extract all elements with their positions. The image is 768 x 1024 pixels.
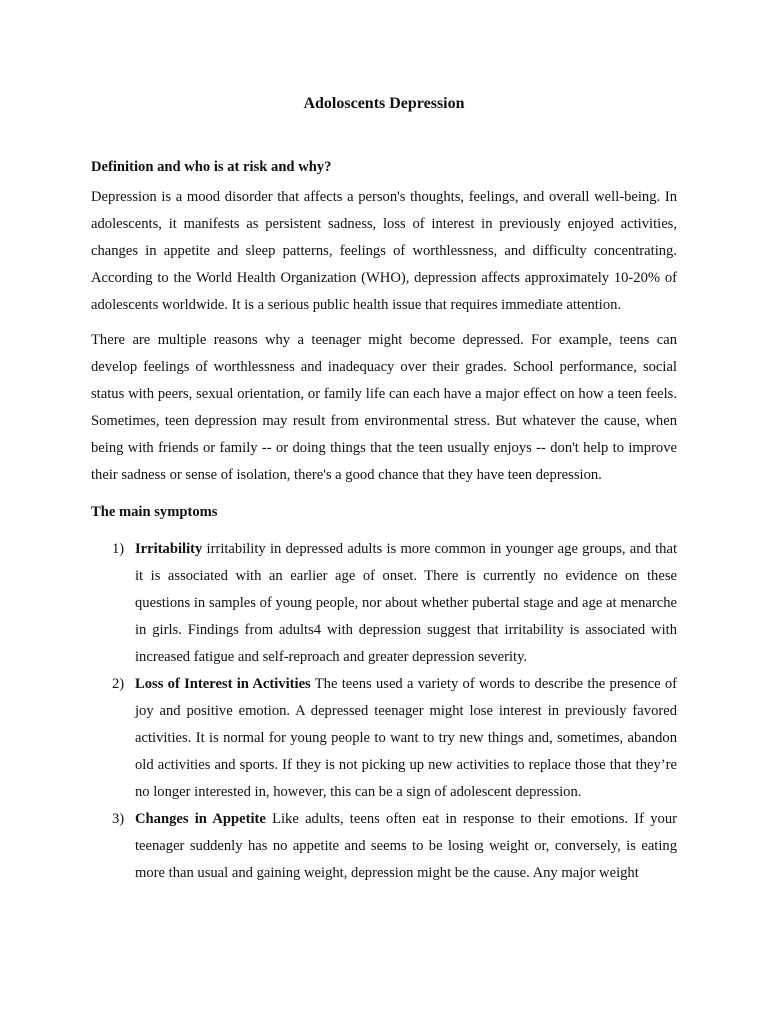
list-item-text: The teens used a variety of words to describe the presence of joy and positive emotion. A depressed teenager might lose interest in previously favored activities. It is normal for young people to want to try new things and, sometimes, abandon old activities and sports. If they is not picking up new activities to replace those that they’re no longer interested in, however, this can be a sign of adolescent depression. [135, 676, 677, 800]
list-item-text: irritability in depressed adults is more common in younger age groups, and that it is associated with an earlier age of onset. There is currently no evidence on these questions in samples of young people, nor about whether pubertal stage and age at menarche in girls. Findings from adults4 with depression suggest that irritability is associated with increased fatigue and self-reproach and greater depression severity. [135, 541, 677, 665]
list-item-term: Changes in Appetite [135, 811, 266, 827]
list-item-number: 2) [112, 676, 125, 692]
list-item [91, 536, 677, 671]
section-heading-symptoms: The main symptoms [91, 504, 218, 520]
list-item [91, 806, 677, 887]
list-item-text: Like adults, teens often eat in response to their emotions. If your teenager suddenly has no appetite and seems to be losing weight or, conversely, is eating more than usual and gaining weight, depression might be the cause. Any major weight [135, 811, 678, 881]
list-item-number: 3) [112, 811, 125, 827]
list-item-term: Irritability [135, 541, 203, 557]
list-item-number: 1) [112, 541, 125, 557]
paragraph-reasons: There are multiple reasons why a teenager might become depressed. For example, teens can develop feelings of worthlessness and inadequacy over their grades. School performance, social status with peers, sexual orientation, or family life can each have a major effect on how a teen feels. Sometimes, teen depression may result from environmental stress. But whatever the cause, when being with friends or family -- or doing things that the teen usually enjoys -- don't help to improve their sadness or sense of isolation, there's a good chance that they have teen depression. [91, 332, 677, 483]
list-item [91, 671, 677, 806]
document-title: Adoloscents Depression [303, 95, 465, 112]
section-heading-risk: Definition and who is at risk and why? [91, 159, 332, 175]
symptoms-list [91, 536, 677, 887]
list-item-term: Loss of Interest in Activities [135, 676, 311, 692]
paragraph-definition: Depression is a mood disorder that affects a person's thoughts, feelings, and overall well-being. In adolescents, it manifests as persistent sadness, loss of interest in previously enjoyed activities, changes in appetite and sleep patterns, feelings of worthlessness, and difficulty concentrating. According to the World Health Organization (WHO), depression affects approximately 10-20% of adolescents worldwide. It is a serious public health issue that requires immediate attention. [91, 189, 677, 313]
